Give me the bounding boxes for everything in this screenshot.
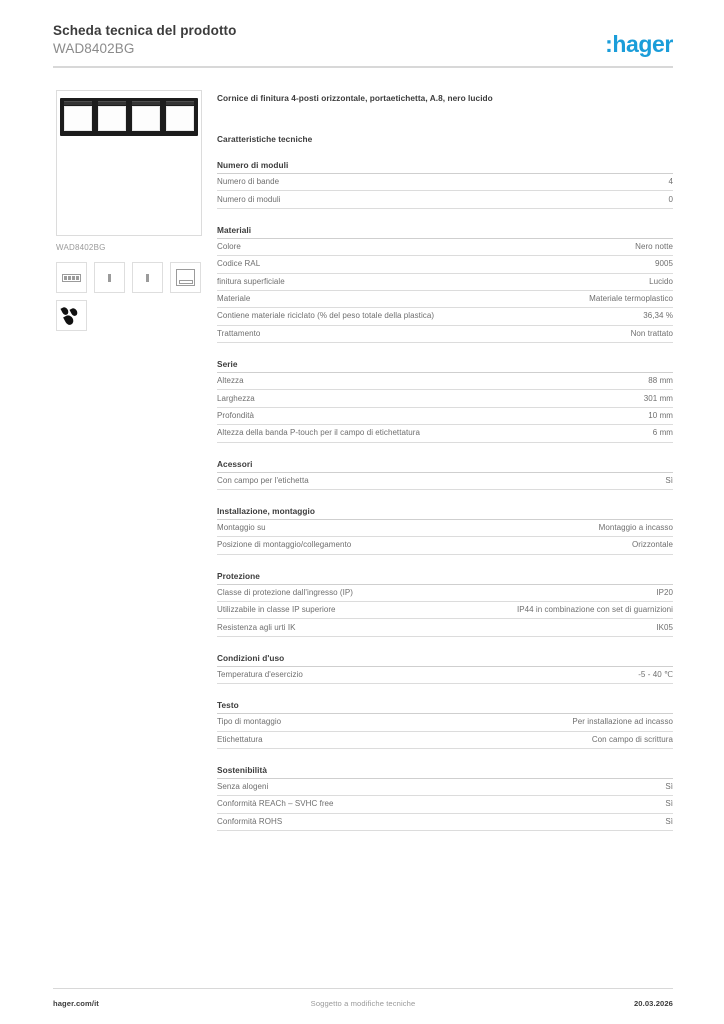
spec-value: IK05 bbox=[656, 622, 673, 632]
spec-value: Sì bbox=[665, 816, 673, 826]
spec-key: Profondità bbox=[217, 410, 254, 420]
spec-key: Senza alogeni bbox=[217, 782, 269, 792]
table-row bbox=[217, 731, 673, 748]
page-footer bbox=[53, 999, 673, 1013]
label-strip bbox=[132, 101, 160, 105]
specs-heading: Caratteristiche tecniche bbox=[217, 134, 313, 144]
spec-key: Conformità ROHS bbox=[217, 816, 283, 826]
product-icon-row-1 bbox=[56, 262, 204, 293]
product-frame-graphic bbox=[60, 98, 198, 136]
spec-value: 6 mm bbox=[652, 428, 673, 438]
table-row bbox=[217, 520, 673, 537]
footer-divider bbox=[53, 988, 673, 989]
spec-value: Materiale termoplastico bbox=[589, 294, 673, 304]
spec-key: Numero di moduli bbox=[217, 194, 281, 204]
footer-website[interactable]: hager.com/it bbox=[53, 999, 99, 1008]
spec-value: 9005 bbox=[655, 259, 673, 269]
spec-key: Numero di bande bbox=[217, 177, 280, 187]
spec-value: Sì bbox=[665, 475, 673, 485]
spec-value: Sì bbox=[665, 782, 673, 792]
spec-group bbox=[217, 160, 673, 209]
label-field-icon bbox=[170, 262, 201, 293]
table-row bbox=[217, 239, 673, 256]
product-icon-row-2 bbox=[56, 300, 204, 331]
spec-group bbox=[217, 700, 673, 749]
single-bar-icon-1 bbox=[94, 262, 125, 293]
spec-key: Contiene materiale riciclato (% del peso totale della plastica) bbox=[217, 311, 435, 321]
header-divider bbox=[53, 66, 673, 68]
spec-value: Lucido bbox=[649, 276, 673, 286]
spec-key: Classe di protezione dall'ingresso (IP) bbox=[217, 587, 353, 597]
spec-table bbox=[217, 714, 673, 749]
spec-group-title: Installazione, montaggio bbox=[217, 506, 673, 520]
spec-key: Resistenza agli urti IK bbox=[217, 622, 296, 632]
table-row bbox=[217, 619, 673, 636]
spec-key: Etichettatura bbox=[217, 734, 263, 744]
footer-date: 20.03.2026 bbox=[633, 999, 673, 1008]
spec-value: IP44 in combinazione con set di guarnizioni bbox=[516, 605, 673, 615]
spec-groups-container bbox=[217, 160, 673, 831]
page-header bbox=[53, 22, 673, 68]
page-title: Scheda tecnica del prodotto bbox=[53, 23, 237, 38]
table-row bbox=[217, 407, 673, 424]
spec-group bbox=[217, 459, 673, 490]
spec-group-title: Sostenibilità bbox=[217, 765, 673, 779]
frame-cell bbox=[63, 101, 93, 133]
spec-value: 0 bbox=[668, 194, 673, 204]
spec-value: 10 mm bbox=[648, 410, 673, 420]
spec-group-title: Testo bbox=[217, 700, 673, 714]
label-strip bbox=[166, 101, 194, 105]
spec-table bbox=[217, 174, 673, 209]
spec-value: Non trattato bbox=[630, 328, 673, 338]
product-media-column bbox=[56, 90, 204, 331]
spec-value: Orizzontale bbox=[631, 540, 673, 550]
frame-window bbox=[98, 106, 126, 131]
spec-table bbox=[217, 667, 673, 684]
spec-key: Montaggio su bbox=[217, 523, 266, 533]
table-row bbox=[217, 537, 673, 554]
label-strip bbox=[98, 101, 126, 105]
spec-table bbox=[217, 473, 673, 490]
four-module-frame-icon bbox=[56, 262, 87, 293]
table-row bbox=[217, 714, 673, 731]
table-row bbox=[217, 585, 673, 602]
table-row bbox=[217, 813, 673, 830]
table-row bbox=[217, 373, 673, 390]
spec-value: Montaggio a incasso bbox=[598, 523, 673, 533]
product-image-caption: WAD8402BG bbox=[56, 243, 106, 252]
spec-key: Altezza bbox=[217, 376, 244, 386]
spec-group-title: Numero di moduli bbox=[217, 160, 673, 174]
table-row bbox=[217, 390, 673, 407]
spec-key: Larghezza bbox=[217, 393, 255, 403]
product-image bbox=[56, 90, 202, 236]
spec-table bbox=[217, 779, 673, 831]
spec-key: Trattamento bbox=[217, 328, 261, 338]
spec-value: IP20 bbox=[656, 587, 673, 597]
table-row bbox=[217, 273, 673, 290]
spec-group-title: Serie bbox=[217, 359, 673, 373]
spec-key: Materiale bbox=[217, 294, 251, 304]
spec-group-title: Condizioni d'uso bbox=[217, 653, 673, 667]
spec-value: -5 - 40 ℃ bbox=[638, 669, 673, 679]
spec-table bbox=[217, 520, 673, 555]
frame-window bbox=[64, 106, 92, 131]
spec-group bbox=[217, 765, 673, 831]
frame-cell bbox=[131, 101, 161, 133]
table-row bbox=[217, 473, 673, 490]
spec-group bbox=[217, 359, 673, 443]
frame-window bbox=[132, 106, 160, 131]
label-strip bbox=[64, 101, 92, 105]
water-drops-icon bbox=[56, 300, 87, 331]
table-row bbox=[217, 290, 673, 307]
table-row bbox=[217, 308, 673, 325]
page-subtitle-product-code: WAD8402BG bbox=[53, 41, 135, 56]
spec-key: Codice RAL bbox=[217, 259, 261, 269]
spec-group-title: Materiali bbox=[217, 225, 673, 239]
spec-value: 36,34 % bbox=[643, 311, 673, 321]
frame-window bbox=[166, 106, 194, 131]
spec-value: 88 mm bbox=[648, 376, 673, 386]
spec-key: Conformità REACh – SVHC free bbox=[217, 799, 334, 809]
table-row bbox=[217, 325, 673, 342]
spec-value: 301 mm bbox=[643, 393, 673, 403]
frame-cell bbox=[97, 101, 127, 133]
spec-key: Posizione di montaggio/collegamento bbox=[217, 540, 352, 550]
spec-key: Colore bbox=[217, 241, 241, 251]
spec-key: Tipo di montaggio bbox=[217, 717, 282, 727]
spec-key: finitura superficiale bbox=[217, 276, 285, 286]
single-bar-icon-2 bbox=[132, 262, 163, 293]
specifications-column bbox=[217, 92, 673, 831]
spec-group-title: Protezione bbox=[217, 571, 673, 585]
table-row bbox=[217, 256, 673, 273]
spec-key: Utilizzabile in classe IP superiore bbox=[217, 605, 336, 615]
spec-group bbox=[217, 506, 673, 555]
table-row bbox=[217, 667, 673, 684]
frame-cell bbox=[165, 101, 195, 133]
spec-group-title: Acessori bbox=[217, 459, 673, 473]
hager-logo: :hager bbox=[605, 31, 673, 57]
footer-disclaimer: Soggetto a modifiche tecniche bbox=[310, 999, 416, 1008]
spec-table bbox=[217, 239, 673, 343]
spec-value: Con campo di scrittura bbox=[591, 734, 673, 744]
spec-key: Con campo per l'etichetta bbox=[217, 475, 309, 485]
spec-value: 4 bbox=[668, 177, 673, 187]
product-description: Cornice di finitura 4-posti orizzontale, portaetichetta, A.8, nero lucido bbox=[217, 93, 493, 103]
spec-group bbox=[217, 225, 673, 343]
spec-table bbox=[217, 373, 673, 443]
table-row bbox=[217, 425, 673, 442]
spec-value: Sì bbox=[665, 799, 673, 809]
spec-value: Per installazione ad incasso bbox=[572, 717, 673, 727]
table-row bbox=[217, 174, 673, 191]
table-row bbox=[217, 796, 673, 813]
table-row bbox=[217, 779, 673, 796]
spec-key: Temperatura d'esercizio bbox=[217, 669, 303, 679]
table-row bbox=[217, 602, 673, 619]
spec-group bbox=[217, 571, 673, 637]
spec-group bbox=[217, 653, 673, 684]
table-row bbox=[217, 191, 673, 208]
spec-table bbox=[217, 585, 673, 637]
spec-value: Nero notte bbox=[635, 241, 673, 251]
spec-key: Altezza della banda P-touch per il campo di etichettatura bbox=[217, 428, 420, 438]
